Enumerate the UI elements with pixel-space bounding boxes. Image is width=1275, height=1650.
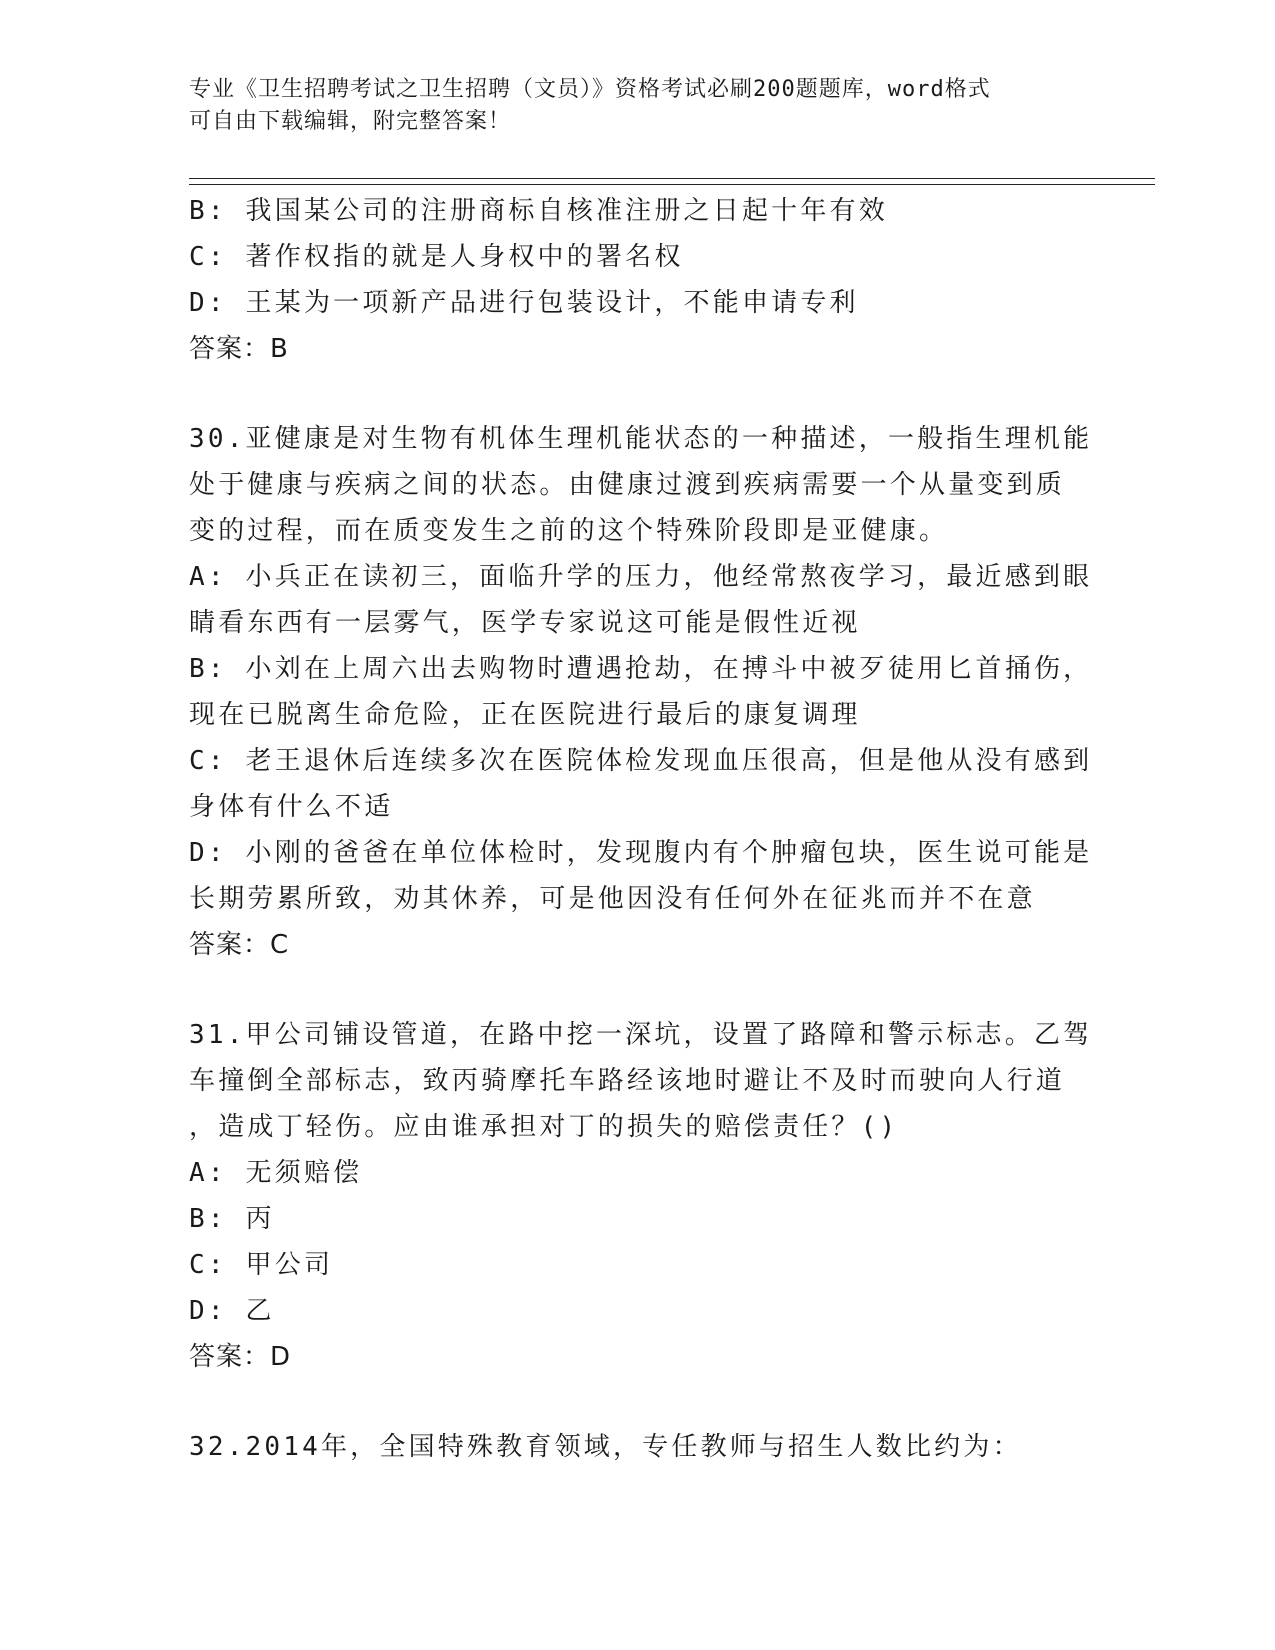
q31-stem-line: ，造成丁轻伤。应由谁承担对丁的损失的赔偿责任？() <box>189 1112 899 1142</box>
q31-option-d: D: 乙 <box>189 1296 275 1326</box>
question-30 <box>189 416 1093 968</box>
q31-answer: 答案：D <box>189 1342 292 1372</box>
q29-option-b: B: 我国某公司的注册商标自核准注册之日起十年有效 <box>189 196 888 226</box>
header-title-line-2: 可自由下载编辑，附完整答案！ <box>189 109 512 134</box>
spacer <box>189 968 1089 1012</box>
q29-answer: 答案：B <box>189 334 289 364</box>
question-32 <box>189 1424 1089 1470</box>
question-31 <box>189 1012 1093 1380</box>
q30-option-d-cont: 长期劳累所致，劝其休养，可是他因没有任何外在征兆而并不在意 <box>189 884 1036 914</box>
q31-stem-line: 车撞倒全部标志，致丙骑摩托车路经该地时避让不及时而驶向人行道 <box>189 1066 1066 1096</box>
q31-option-a: A: 无须赔偿 <box>189 1158 363 1188</box>
q30-answer: 答案：C <box>189 930 290 960</box>
q30-option-d: D: 小刚的爸爸在单位体检时，发现腹内有个肿瘤包块，医生说可能是 <box>189 838 1093 868</box>
q30-option-a: A: 小兵正在读初三，面临升学的压力，他经常熬夜学习，最近感到眼 <box>189 562 1093 592</box>
header-divider-top <box>189 178 1155 179</box>
header-title-line-1: 专业《卫生招聘考试之卫生招聘（文员）》资格考试必刷200题题库，word格式 <box>189 77 991 102</box>
q29-option-c: C: 著作权指的就是人身权中的署名权 <box>189 242 684 272</box>
spacer <box>189 1380 1089 1424</box>
q30-stem-line: 30.亚健康是对生物有机体生理机能状态的一种描述，一般指生理机能 <box>189 424 1093 454</box>
question-content <box>189 188 1093 1470</box>
q29-option-d: D: 王某为一项新产品进行包装设计，不能申请专利 <box>189 288 859 318</box>
q30-stem-line: 变的过程，而在质变发生之前的这个特殊阶段即是亚健康。 <box>189 516 949 546</box>
q32-stem-line: 32.2014年，全国特殊教育领域，专任教师与招生人数比约为： <box>189 1432 1022 1462</box>
q30-option-c-cont: 身体有什么不适 <box>189 792 394 822</box>
q30-option-b: B: 小刘在上周六出去购物时遭遇抢劫，在搏斗中被歹徒用匕首捅伤， <box>189 654 1093 684</box>
document-header <box>189 74 1089 138</box>
spacer <box>189 372 1089 416</box>
q31-option-b: B: 丙 <box>189 1204 275 1234</box>
q30-stem-line: 处于健康与疾病之间的状态。由健康过渡到疾病需要一个从量变到质 <box>189 470 1066 500</box>
q30-option-b-cont: 现在已脱离生命危险，正在医院进行最后的康复调理 <box>189 700 861 730</box>
q31-option-c: C: 甲公司 <box>189 1250 334 1280</box>
question-29 <box>189 188 1089 372</box>
q30-option-c: C: 老王退休后连续多次在医院体检发现血压很高，但是他从没有感到 <box>189 746 1093 776</box>
header-divider-bottom <box>189 184 1155 185</box>
q30-option-a-cont: 睛看东西有一层雾气，医学专家说这可能是假性近视 <box>189 608 861 638</box>
q31-stem-line: 31.甲公司铺设管道，在路中挖一深坑，设置了路障和警示标志。乙驾 <box>189 1020 1093 1050</box>
